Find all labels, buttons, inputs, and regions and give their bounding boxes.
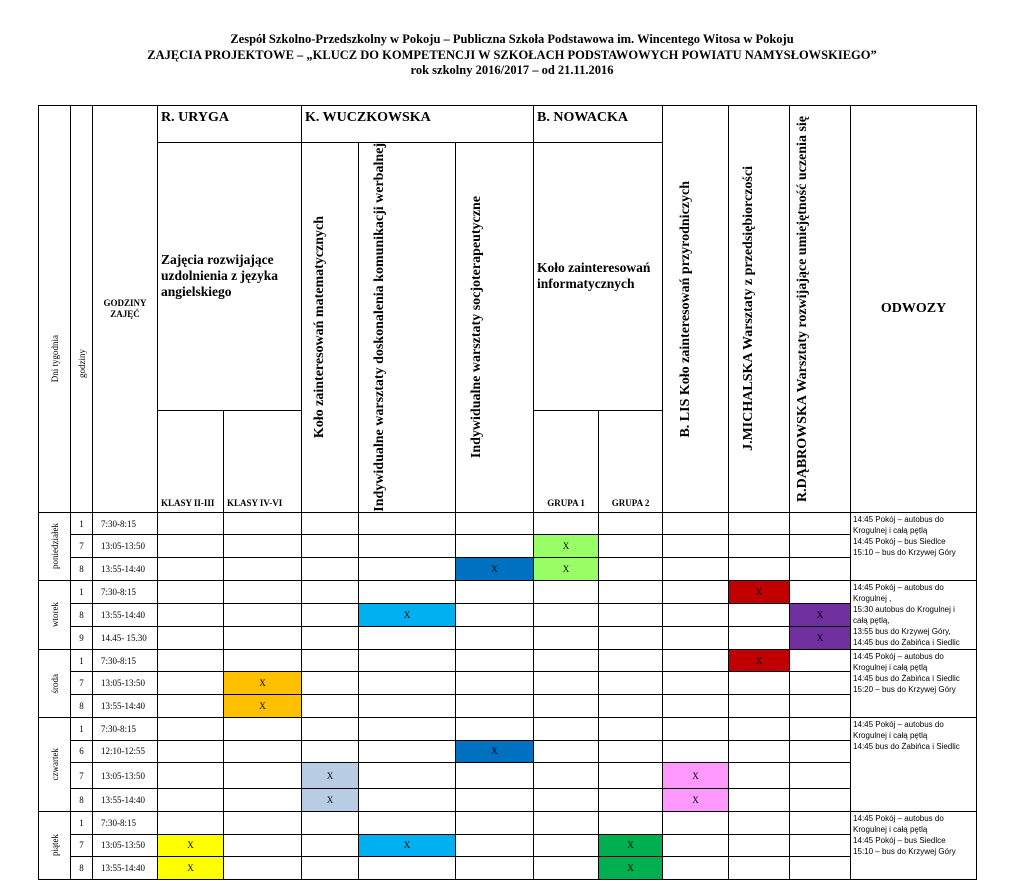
lesson-number: 7 [71,672,93,695]
session-mark: X [359,603,456,626]
school-name: Zespół Szkolno-Przedszkolny w Pokoju – Publiczna Szkoła Podstawowa im. Wincentego Witosa w Pokoju [230,32,794,46]
lesson-number: 1 [71,811,93,834]
header-kolo-mat [302,143,359,513]
header-j-michalska [729,106,790,513]
grupa-1: GRUPA 1 [534,410,599,512]
session-mark: X [456,740,534,763]
lesson-time: 7:30-8:15 [93,512,158,535]
odwozy-monday: 14:45 Pokój – autobus do Krogulnej i całą pętlą 14:45 Pokój – bus Siedlce 15:10 – bus do Krzywej Góry [851,512,977,580]
session-mark: X [158,857,224,880]
day-thursday [39,717,71,811]
teacher-k-wuczkowska: K. WUCZKOWSKA [302,106,534,143]
ind-war-socjo-label: Indywidualne warsztaty socjoterapeutyczne [468,196,484,459]
day-monday [39,512,71,580]
session-mark: X [224,695,302,718]
header-hours [71,106,93,513]
lesson-time: 7:30-8:15 [93,580,158,603]
session-mark: X [534,558,599,581]
lesson-time: 12:10-12:55 [93,740,158,763]
table-row [39,603,977,626]
table-row [39,580,977,603]
session-mark: X [599,857,663,880]
lesson-time: 13:55-14:40 [93,789,158,812]
lesson-number: 8 [71,695,93,718]
lesson-number: 8 [71,789,93,812]
day-label: środa [49,673,60,694]
lesson-time: 7:30-8:15 [93,717,158,740]
session-mark: X [302,789,359,812]
session-mark: X [534,535,599,558]
day-label: czwartek [49,748,60,781]
j-michalska-label: J.MICHALSKA Warsztaty z przedsiębiorczości [741,166,757,452]
lesson-number: 1 [71,512,93,535]
session-mark: X [729,649,790,672]
table-row [39,763,977,789]
session-mark: X [790,603,851,626]
session-mark: X [790,626,851,649]
lesson-number: 1 [71,580,93,603]
lesson-time: 13:05-13:50 [93,672,158,695]
table-row [39,789,977,812]
session-mark: X [456,558,534,581]
schedule-table [38,105,977,880]
header-r-dabrowska [790,106,851,513]
day-label: poniedziałek [49,523,60,570]
session-mark: X [729,580,790,603]
lesson-number: 1 [71,717,93,740]
b-lis-label: B. LIS Koło zainteresowań przyrodniczych [677,180,693,438]
session-mark: X [663,789,729,812]
odwozy-friday: 14:45 Pokój – autobus do Krogulnej i całą pętlą 14:45 Pokój – bus Siedlce 15:10 – bus do Krzywej Góry [851,811,977,879]
table-row [39,649,977,672]
odwozy-header: ODWOZY [851,106,977,513]
teacher-r-uryga: R. URYGA [158,106,302,143]
lesson-time: 13:55-14:40 [93,558,158,581]
header-ind-war-socjo [456,143,534,513]
class-hours-header: GODZINY ZAJĘĆ [93,106,158,513]
odwozy-thursday: 14:45 Pokój – autobus do Krogulnej i całą pętlą 14:45 bus do Żabińca i Siedlic [851,717,977,811]
header-ind-war-dosk [359,143,456,513]
lesson-number: 7 [71,763,93,789]
lesson-time: 13:05-13:50 [93,535,158,558]
header-b-lis [663,106,729,513]
lesson-number: 8 [71,603,93,626]
lesson-number: 1 [71,649,93,672]
lesson-time: 14.45- 15.30 [93,626,158,649]
session-mark: X [359,834,456,857]
lesson-number: 9 [71,626,93,649]
session-mark: X [302,763,359,789]
lesson-time: 13:55-14:40 [93,603,158,626]
ind-war-dosk-label: Indywidualne warsztaty doskonalenia komunikacji werbalnej [372,143,388,512]
lesson-time: 13:55-14:40 [93,857,158,880]
klasy-iv-vi: KLASY IV-VI [224,410,302,512]
table-row [39,558,977,581]
lesson-number: 8 [71,857,93,880]
session-mark: X [663,763,729,789]
kolo-mat-label: Koło zainteresowań matematycznych [312,216,328,439]
klasy-ii-iii: KLASY II-III [158,410,224,512]
table-row [39,626,977,649]
day-friday [39,811,71,879]
session-mark: X [599,834,663,857]
header-days [39,106,71,513]
lesson-number: 7 [71,834,93,857]
lesson-number: 6 [71,740,93,763]
document-header [0,32,1024,79]
table-row [39,717,977,740]
odwozy-wednesday: 14:45 Pokój – autobus do Krogulnej i całą pętlą 14:45 bus do Żabińca i Siedlic 15:20 – bus do Krzywej Góry [851,649,977,717]
school-year: rok szkolny 2016/2017 – od 21.11.2016 [410,63,614,77]
hours-header-label: godziny [76,349,87,379]
teacher-b-nowacka: B. NOWACKA [534,106,663,143]
table-row [39,695,977,718]
day-label: wtorek [49,602,60,628]
lesson-number: 7 [71,535,93,558]
session-mark: X [158,834,224,857]
lesson-time: 13:05-13:50 [93,834,158,857]
b-nowacka-subject: Koło zainteresowań informatycznych [534,143,663,411]
table-row [39,834,977,857]
odwozy-tuesday: 14:45 Pokój – autobus do Krogulnej , 15:30 autobus do Krogulnej i całą pętlą, 13:55 bus do Krzywej Góry, 14:45 bus do Żabińca i Siedlic [851,580,977,649]
day-wednesday [39,649,71,717]
table-row [39,512,977,535]
table-row [39,740,977,763]
lesson-time: 7:30-8:15 [93,811,158,834]
days-header-label: Dni tygodnia [49,335,60,383]
table-row [39,857,977,880]
table-row [39,811,977,834]
day-tuesday [39,580,71,649]
table-row [39,535,977,558]
lesson-time: 7:30-8:15 [93,649,158,672]
lesson-time: 13:05-13:50 [93,763,158,789]
session-mark: X [224,672,302,695]
r-uryga-subject: Zajęcia rozwijające uzdolnienia z języka angielskiego [158,143,302,411]
project-title: ZAJĘCIA PROJEKTOWE – „KLUCZ DO KOMPETENCJI W SZKOŁACH PODSTAWOWYCH POWIATU NAMYSŁOWSKIEGO” [147,47,877,62]
day-label: piątek [49,834,60,857]
table-row [39,672,977,695]
lesson-time: 13:55-14:40 [93,695,158,718]
grupa-2: GRUPA 2 [599,410,663,512]
lesson-number: 8 [71,558,93,581]
r-dabrowska-label: R.DĄBROWSKA Warsztaty rozwijające umiejętność uczenia się [795,115,811,502]
